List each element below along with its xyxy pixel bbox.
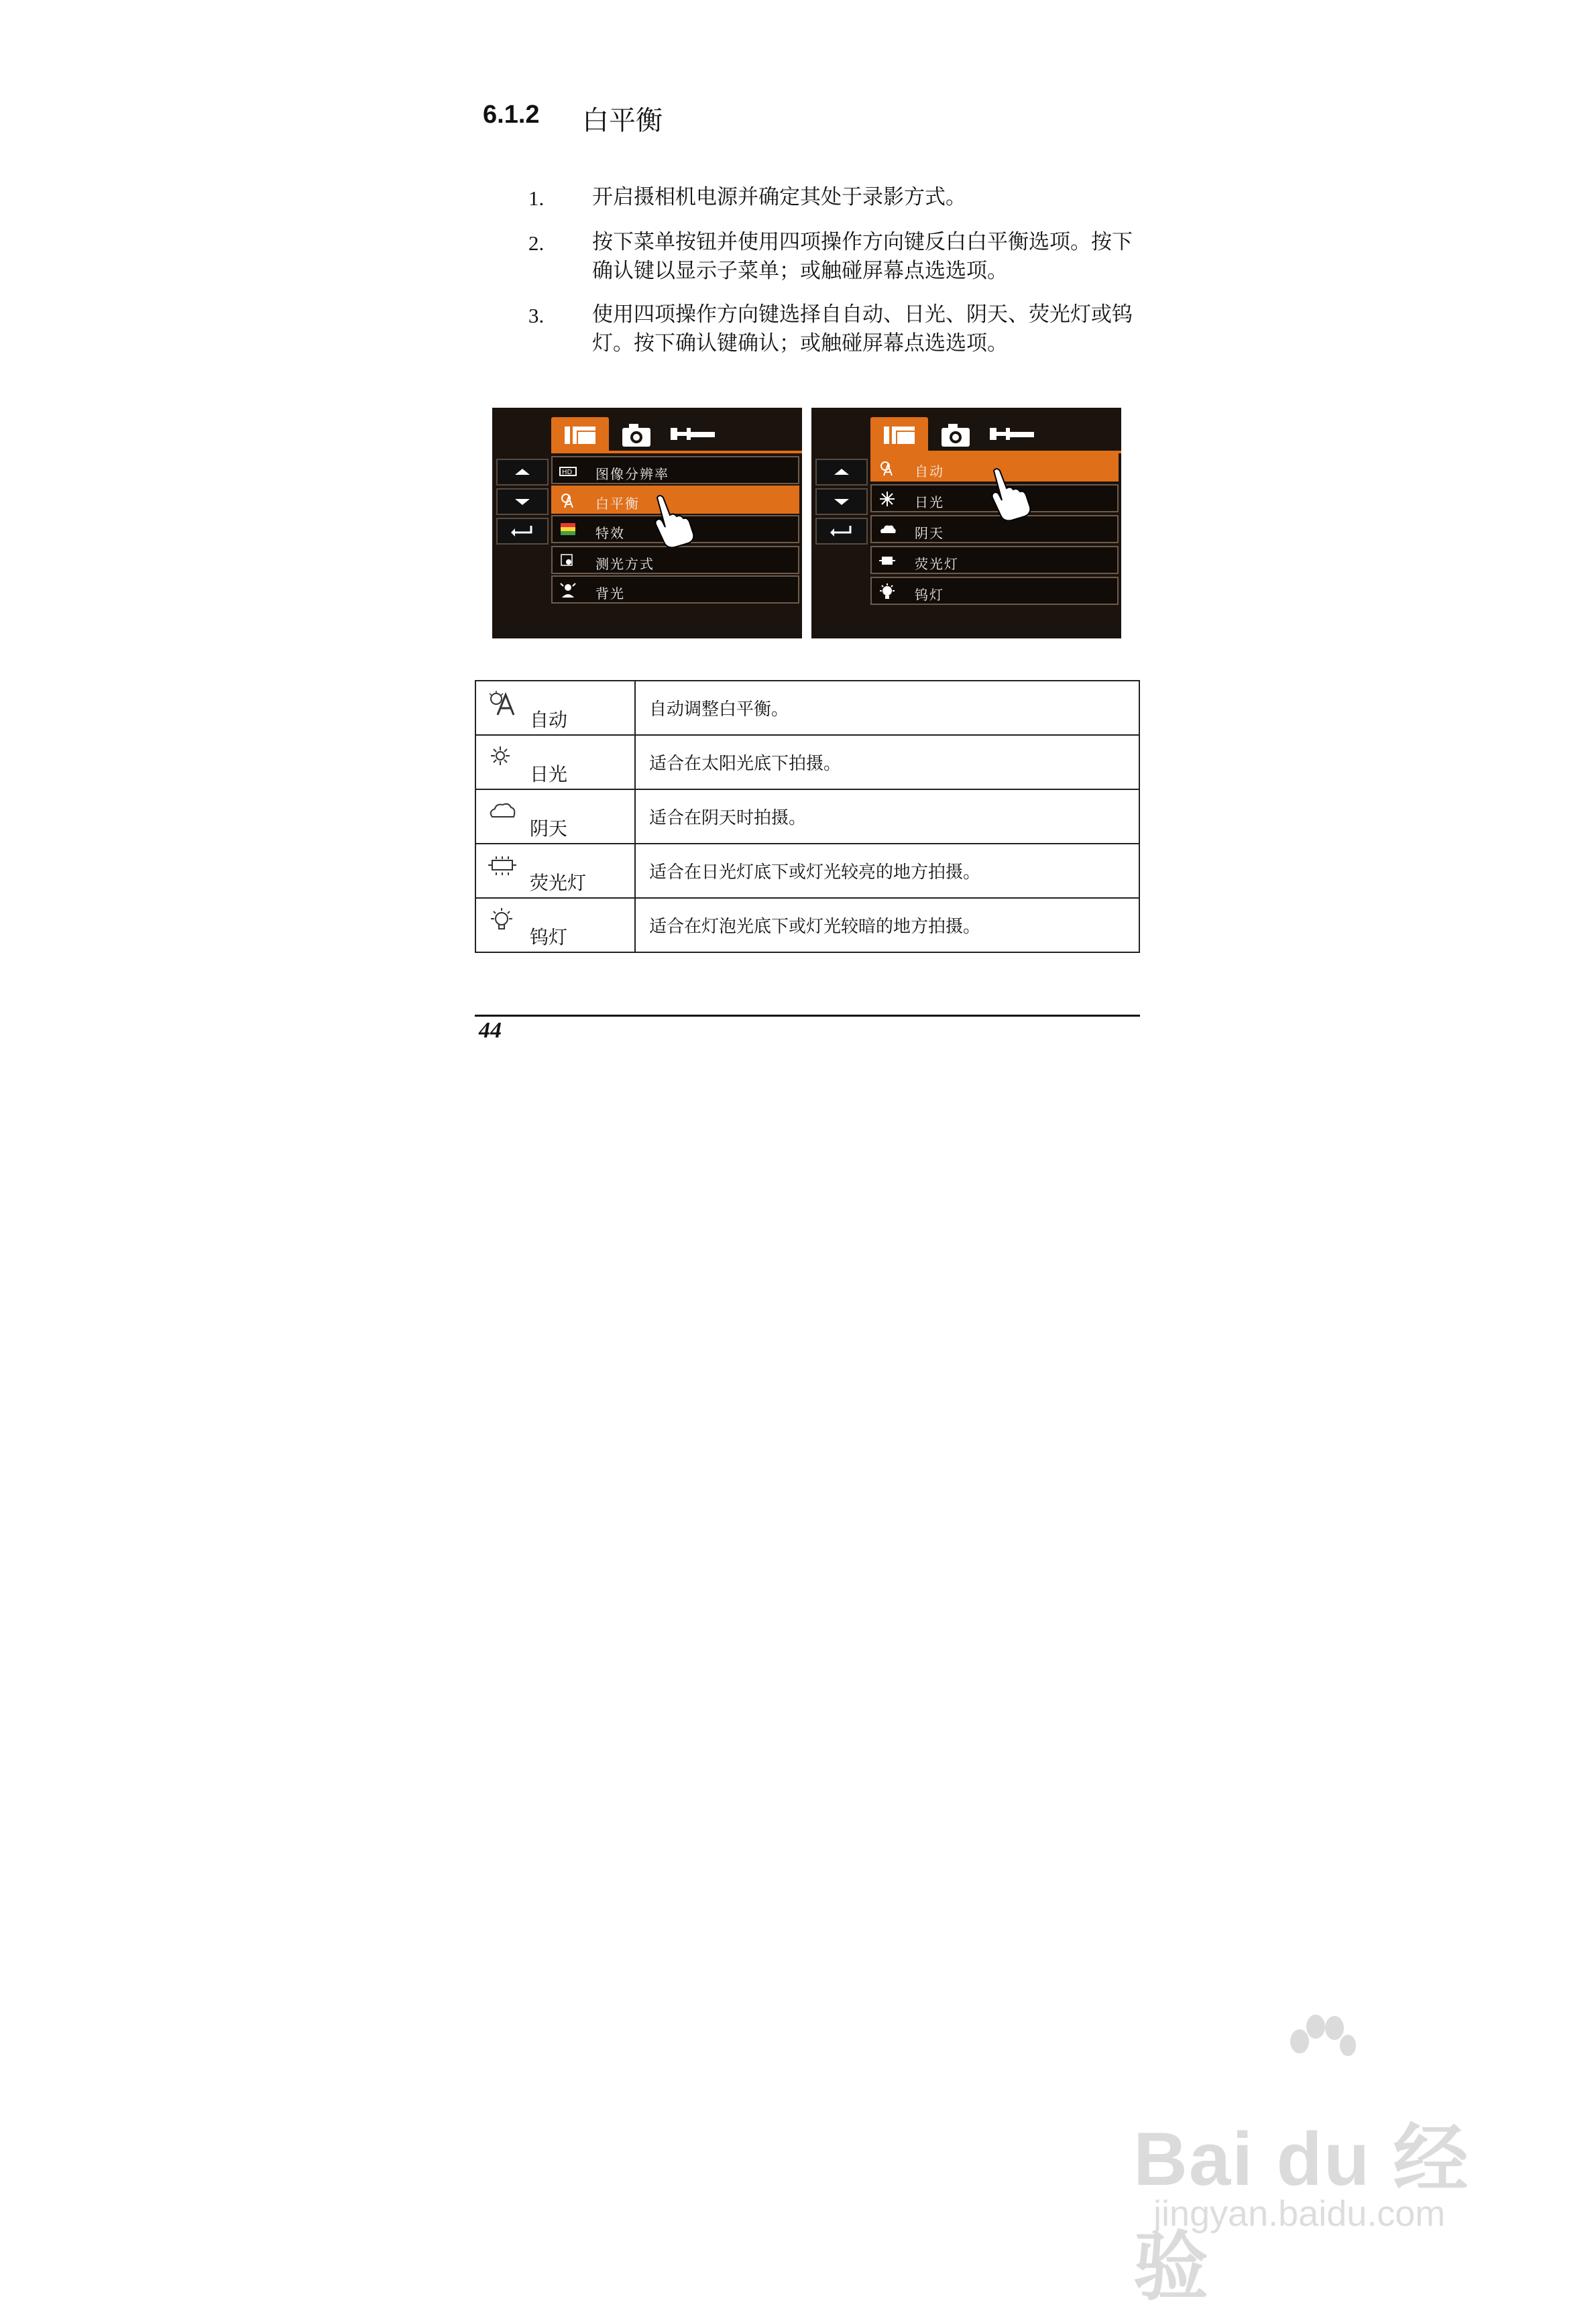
white-balance-auto-icon [559, 492, 577, 509]
cloud-icon [878, 521, 896, 539]
color-effect-icon [559, 521, 577, 539]
metering-icon [559, 552, 577, 569]
menu-item-resolution[interactable] [551, 456, 799, 484]
table-row [475, 844, 1139, 898]
cloud-icon [487, 798, 519, 825]
table-desc: 自动调整白平衡。 [635, 681, 1139, 735]
table-desc: 适合在灯泡光底下或灯光较暗的地方拍摄。 [635, 898, 1139, 952]
baidu-watermark [1113, 2012, 1542, 2309]
auto-icon [487, 689, 519, 716]
down-button[interactable] [496, 488, 549, 515]
table-row [475, 735, 1139, 789]
table-row [475, 898, 1139, 952]
step-text: 按下菜单按钮并使用四项操作方向键反白白平衡选项。按下确认键以显示子菜单；或触碰屏幕点选选项。 [592, 230, 1133, 283]
menu-item-label: 阴天 [915, 525, 944, 541]
arrow-down-icon [817, 490, 866, 514]
menu-item-label: 背光 [595, 585, 625, 602]
menu-item-label: 钨灯 [915, 587, 944, 603]
bulb-icon [878, 583, 896, 600]
footer-divider [475, 1015, 1140, 1017]
submenu-item-fluorescent[interactable] [870, 546, 1119, 574]
menu-item-label: 荧光灯 [915, 556, 959, 572]
auto-icon [878, 459, 896, 477]
table-label: 钨灯 [530, 926, 568, 948]
enter-button[interactable] [815, 518, 868, 545]
step-text: 使用四项操作方向键选择自自动、日光、阴天、荧光灯或钨灯。按下确认键确认；或触碰屏幕点选选项。 [592, 302, 1133, 355]
camera-icon [932, 417, 980, 451]
table-row [475, 789, 1139, 844]
step-number: 3. [528, 304, 545, 327]
up-button[interactable] [496, 459, 549, 486]
tab-camera[interactable] [932, 417, 980, 451]
menu-item-backlight[interactable] [551, 575, 799, 604]
wrench-icon [665, 417, 722, 451]
table-label: 日光 [530, 763, 568, 785]
video-mode-icon [870, 417, 928, 451]
tab-video[interactable] [551, 417, 609, 451]
page-number: 44 [479, 1018, 502, 1043]
hand-pointer-icon [987, 467, 1034, 520]
hd-icon [559, 462, 577, 479]
step-number: 1. [528, 186, 545, 210]
sun-icon [878, 490, 896, 508]
camera-screen-menu [492, 408, 802, 638]
wrench-icon [984, 417, 1041, 451]
return-icon [498, 519, 547, 543]
table-desc: 适合在太阳光底下拍摄。 [635, 735, 1139, 789]
hand-pointer-icon [650, 494, 697, 547]
fluorescent-icon [487, 852, 519, 879]
menu-item-label: 图像分辨率 [595, 466, 669, 482]
table-row [475, 681, 1139, 735]
backlight-icon [559, 581, 577, 599]
section-title: 白平衡 [582, 105, 663, 136]
menu-item-label: 自动 [915, 463, 944, 479]
step-text: 开启摄相机电源并确定其处于录影方式。 [592, 185, 966, 209]
menu-item-label: 特效 [595, 525, 625, 541]
submenu-item-tungsten[interactable] [870, 577, 1119, 605]
enter-button[interactable] [496, 518, 549, 545]
fluorescent-icon [878, 552, 896, 569]
table-label: 阴天 [530, 817, 568, 840]
table-label: 自动 [530, 709, 568, 731]
table-desc: 适合在阴天时拍摄。 [635, 789, 1139, 844]
camera-icon [613, 417, 661, 451]
video-mode-icon [551, 417, 609, 451]
svg-text:HD: HD [562, 469, 573, 476]
return-icon [817, 519, 866, 543]
up-button[interactable] [815, 459, 868, 486]
menu-item-label: 白平衡 [595, 496, 640, 512]
menu-item-label: 测光方式 [595, 556, 654, 572]
down-button[interactable] [815, 488, 868, 515]
arrow-up-icon [817, 460, 866, 484]
watermark-url: jingyan.baidu.com [1153, 2194, 1446, 2234]
sun-icon [487, 744, 519, 771]
white-balance-table [475, 680, 1140, 953]
tab-settings[interactable] [984, 417, 1041, 451]
section-number: 6.1.2 [483, 101, 540, 129]
table-desc: 适合在日光灯底下或灯光较亮的地方拍摄。 [635, 844, 1139, 898]
menu-item-label: 日光 [915, 494, 944, 510]
bulb-icon [487, 907, 519, 934]
camera-screen-submenu [811, 408, 1121, 638]
arrow-down-icon [498, 490, 547, 514]
arrow-up-icon [498, 460, 547, 484]
table-label: 荧光灯 [530, 872, 587, 894]
tab-video[interactable] [870, 417, 928, 451]
tab-settings[interactable] [665, 417, 722, 451]
tab-camera[interactable] [613, 417, 661, 451]
step-number: 2. [528, 231, 545, 255]
menu-item-metering[interactable] [551, 546, 799, 574]
paw-logo-icon [1281, 2012, 1361, 2086]
watermark-brand: Bai du 经验 [1133, 2117, 1470, 2309]
